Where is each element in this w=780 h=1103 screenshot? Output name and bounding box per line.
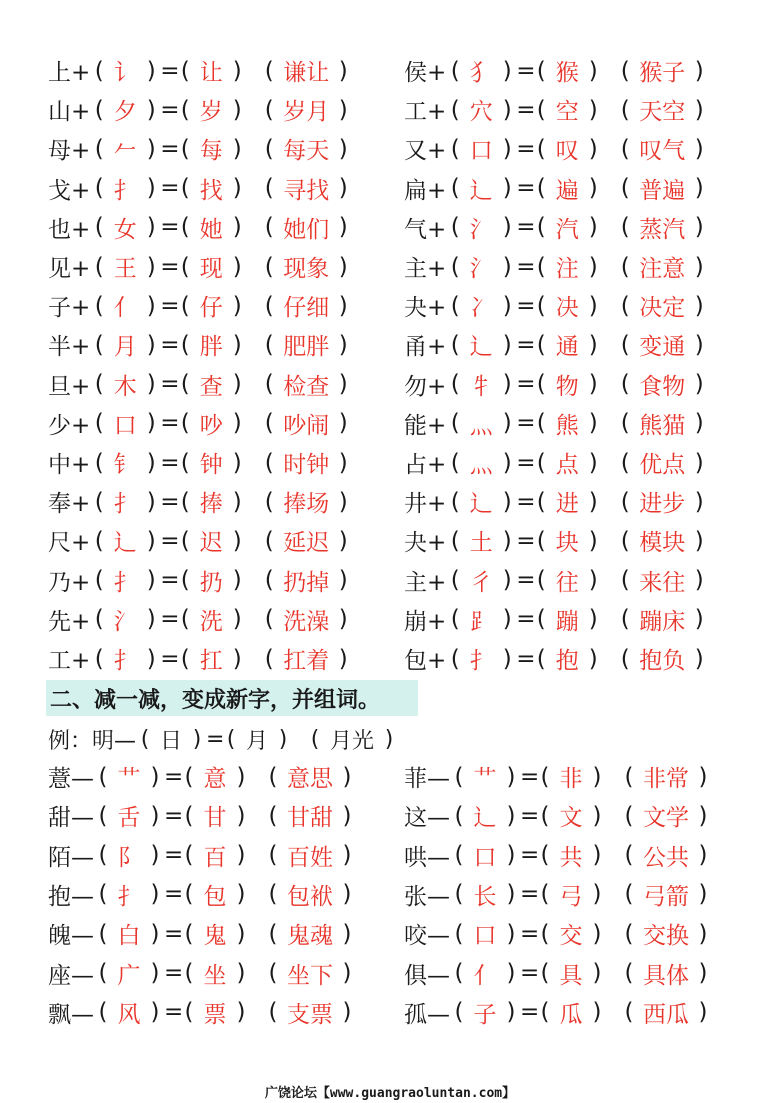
radical-blank: 口 — [473, 923, 497, 950]
exercise-item: 甜— ( 舌 ) = ( 甘 ) ( 甘甜 ) — [48, 796, 356, 835]
word-blank: 扔掉 — [283, 569, 330, 596]
radical-blank: 牜 — [469, 373, 493, 400]
base-char: 工+ — [404, 99, 447, 126]
new-char-blank: 熊 — [555, 412, 579, 439]
word-blank: 延迟 — [283, 530, 330, 557]
radical-blank: 辶 — [469, 491, 493, 518]
new-char-blank: 百 — [203, 844, 227, 871]
base-char: 俱— — [404, 962, 450, 989]
base-char: 工+ — [48, 648, 91, 674]
exercise-item: 崩+ ( ⻊ ) = ( 蹦 ) ( 蹦床 ) — [404, 600, 708, 639]
exercise-item: 主+ ( 彳 ) = ( 往 ) ( 来往 ) — [404, 561, 708, 600]
radical-blank: 月 — [113, 334, 137, 361]
base-char: 咬— — [404, 923, 450, 950]
example-row: 例： 明— ( 日 ) = ( 月 ) ( 月光 ) — [48, 720, 398, 758]
new-char-blank: 弓 — [559, 883, 583, 910]
base-char: 也+ — [48, 216, 91, 243]
new-char-blank: 仔 — [199, 295, 223, 322]
radical-blank: 辶 — [113, 530, 137, 557]
exercise-item: 菲— ( 艹 ) = ( 非 ) ( 非常 ) — [404, 757, 712, 796]
exercise-item: 先+ ( 氵 ) = ( 洗 ) ( 洗澡 ) — [48, 600, 352, 639]
radical-blank: 穴 — [469, 99, 493, 126]
word-blank: 甘甜 — [287, 805, 333, 832]
word-blank: 扛着 — [283, 648, 330, 674]
word-blank: 熊猫 — [639, 412, 686, 439]
new-char-blank: 决 — [555, 295, 579, 322]
exercise-item: 乃+ ( 扌 ) = ( 扔 ) ( 扔掉 ) — [48, 561, 352, 600]
word-blank: 普遍 — [639, 177, 686, 204]
exercise-item: 又+ ( 口 ) = ( 叹 ) ( 叹气 ) — [404, 129, 708, 168]
word-blank: 具体 — [643, 962, 689, 989]
base-char: 主+ — [404, 256, 447, 282]
base-char: 占+ — [404, 452, 447, 478]
word-blank: 变通 — [639, 334, 686, 361]
base-char: 戈+ — [48, 177, 91, 204]
word-blank: 吵闹 — [283, 412, 330, 439]
exercise-item: 占+ ( 灬 ) = ( 点 ) ( 优点 ) — [404, 443, 708, 482]
new-char-blank: 鬼 — [203, 923, 227, 950]
new-char-blank: 空 — [555, 99, 579, 126]
new-char-blank: 具 — [559, 962, 583, 989]
radical-blank: 扌 — [113, 177, 137, 204]
exercise-item: 包+ ( 扌 ) = ( 抱 ) ( 抱负 ) — [404, 639, 708, 678]
radical-blank: 口 — [469, 138, 493, 165]
word-blank: 公共 — [643, 844, 689, 871]
radical-blank: 扌 — [117, 883, 141, 910]
word-blank: 捧场 — [283, 491, 330, 518]
word-blank: 交换 — [643, 923, 689, 950]
exercise-item: 中+ ( 钅 ) = ( 钟 ) ( 时钟 ) — [48, 443, 352, 482]
exercise-item: 戈+ ( 扌 ) = ( 找 ) ( 寻找 ) — [48, 169, 352, 208]
base-char: 半+ — [48, 334, 91, 361]
new-char-blank: 物 — [555, 373, 579, 400]
new-char-blank: 查 — [199, 373, 223, 400]
word-blank: 优点 — [639, 452, 686, 478]
exercise-item: 奉+ ( 扌 ) = ( 捧 ) ( 捧场 ) — [48, 482, 352, 521]
exercise-item: 俱— ( 亻 ) = ( 具 ) ( 具体 ) — [404, 954, 712, 993]
word-blank: 决定 — [639, 295, 686, 322]
exercise-item: 也+ ( 女 ) = ( 她 ) ( 她们 ) — [48, 208, 352, 247]
radical-blank: 彳 — [469, 569, 493, 596]
radical-blank: 灬 — [469, 412, 493, 439]
radical-blank: 口 — [113, 412, 137, 439]
new-char-blank: 票 — [203, 1001, 227, 1028]
base-char: 甬+ — [404, 334, 447, 361]
radical-blank: 冫 — [469, 295, 493, 322]
base-char: 侯+ — [404, 60, 447, 86]
word-blank: 抱负 — [639, 648, 686, 674]
exercise-item: 夬+ ( 冫 ) = ( 决 ) ( 决定 ) — [404, 286, 708, 325]
new-char-blank: 坐 — [203, 962, 227, 989]
base-char: 子+ — [48, 295, 91, 322]
exercise-item: 见+ ( 王 ) = ( 现 ) ( 现象 ) — [48, 247, 352, 286]
exercise-item: 工+ ( 穴 ) = ( 空 ) ( 天空 ) — [404, 90, 708, 129]
example-char: 月 — [246, 728, 269, 754]
new-char-blank: 甘 — [203, 805, 227, 832]
radical-blank: 辶 — [473, 805, 497, 832]
exercise-item: 山+ ( 夕 ) = ( 岁 ) ( 岁月 ) — [48, 90, 352, 129]
new-char-blank: 找 — [199, 177, 223, 204]
section-title: 二、减一减，变成新字，并组词。 — [50, 687, 381, 713]
exercise-item: 气+ ( 氵 ) = ( 汽 ) ( 蒸汽 ) — [404, 208, 708, 247]
new-char-blank: 往 — [555, 569, 579, 596]
radical-blank: 亻 — [113, 295, 137, 322]
base-char: 先+ — [48, 608, 91, 635]
word-blank: 叹气 — [639, 138, 686, 165]
exercise-item: 这— ( 辶 ) = ( 文 ) ( 文学 ) — [404, 796, 712, 835]
base-char: 上+ — [48, 60, 91, 86]
exercise-item: 抱— ( 扌 ) = ( 包 ) ( 包袱 ) — [48, 875, 356, 914]
new-char-blank: 扔 — [199, 569, 223, 596]
word-blank: 进步 — [639, 491, 686, 518]
base-char: 扁+ — [404, 177, 447, 204]
base-char: 乃+ — [48, 569, 91, 596]
word-blank: 仔细 — [283, 295, 330, 322]
base-char: 见+ — [48, 256, 91, 282]
new-char-blank: 捧 — [199, 491, 223, 518]
exercise-item: 扁+ ( 辶 ) = ( 遍 ) ( 普遍 ) — [404, 169, 708, 208]
radical-blank: 木 — [113, 373, 137, 400]
word-blank: 意思 — [287, 766, 333, 792]
word-blank: 时钟 — [283, 452, 330, 478]
new-char-blank: 文 — [559, 805, 583, 832]
radical-blank: 氵 — [469, 256, 493, 282]
new-char-blank: 进 — [555, 491, 579, 518]
base-char: 主+ — [404, 569, 447, 596]
new-char-blank: 包 — [203, 883, 227, 910]
radical-blank: 辶 — [469, 177, 493, 204]
example-part: 日 — [160, 728, 183, 754]
word-blank: 坐下 — [287, 962, 333, 989]
new-char-blank: 共 — [559, 844, 583, 871]
new-char-blank: 瓜 — [559, 1001, 583, 1028]
radical-blank: 艹 — [473, 766, 497, 792]
radical-blank: 讠 — [113, 60, 137, 86]
base-char: 夬+ — [404, 295, 447, 322]
example-word: 月光 — [330, 728, 375, 754]
exercise-item: 咬— ( 口 ) = ( 交 ) ( 交换 ) — [404, 914, 712, 953]
word-blank: 文学 — [643, 805, 689, 832]
radical-blank: 风 — [117, 1001, 141, 1028]
word-blank: 弓箭 — [643, 883, 689, 910]
radical-blank: 女 — [113, 216, 137, 243]
word-blank: 注意 — [639, 256, 686, 282]
exercise-item: 飘— ( 风 ) = ( 票 ) ( 支票 ) — [48, 993, 356, 1032]
word-blank: 鬼魂 — [287, 923, 333, 950]
radical-blank: 灬 — [469, 452, 493, 478]
word-blank: 支票 — [287, 1001, 333, 1028]
new-char-blank: 猴 — [555, 60, 579, 86]
base-char: 母+ — [48, 138, 91, 165]
base-char: 薏— — [48, 766, 94, 792]
exercise-item: 井+ ( 辶 ) = ( 进 ) ( 进步 ) — [404, 482, 708, 521]
new-char-blank: 遍 — [555, 177, 579, 204]
radical-blank: 夕 — [113, 99, 137, 126]
new-char-blank: 通 — [555, 334, 579, 361]
exercise-item: 勿+ ( 牜 ) = ( 物 ) ( 食物 ) — [404, 365, 708, 404]
base-char: 魄— — [48, 923, 94, 950]
radical-blank: 亻 — [473, 962, 497, 989]
exercise-item: 魄— ( 白 ) = ( 鬼 ) ( 鬼魂 ) — [48, 914, 356, 953]
new-char-blank: 迟 — [199, 530, 223, 557]
exercise-item: 半+ ( 月 ) = ( 胖 ) ( 肥胖 ) — [48, 325, 352, 364]
exercise-item: 孤— ( 子 ) = ( 瓜 ) ( 西瓜 ) — [404, 993, 712, 1032]
new-char-blank: 交 — [559, 923, 583, 950]
base-char: 勿+ — [404, 373, 447, 400]
base-char: 菲— — [404, 766, 450, 792]
word-blank: 蒸汽 — [639, 216, 686, 243]
radical-blank: 扌 — [469, 648, 493, 674]
new-char-blank: 钟 — [199, 452, 223, 478]
radical-blank: 钅 — [113, 452, 137, 478]
new-char-blank: 蹦 — [555, 608, 579, 635]
radical-blank: 白 — [117, 923, 141, 950]
exercise-item: 少+ ( 口 ) = ( 吵 ) ( 吵闹 ) — [48, 404, 352, 443]
exercise-item: 上+ ( 讠 ) = ( 让 ) ( 谦让 ) — [48, 51, 352, 90]
word-blank: 来往 — [639, 569, 686, 596]
radical-blank: ⻊ — [469, 608, 493, 635]
new-char-blank: 洗 — [199, 608, 223, 635]
radical-blank: 广 — [117, 962, 141, 989]
radical-blank: 辶 — [469, 334, 493, 361]
new-char-blank: 意 — [203, 766, 227, 792]
new-char-blank: 让 — [199, 60, 223, 86]
new-char-blank: 她 — [199, 216, 223, 243]
exercise-item: 母+ ( 𠂉 ) = ( 每 ) ( 每天 ) — [48, 129, 352, 168]
new-char-blank: 胖 — [199, 334, 223, 361]
radical-blank: 扌 — [113, 569, 137, 596]
base-char: 少+ — [48, 412, 91, 439]
word-blank: 非常 — [643, 766, 689, 792]
base-char: 尺+ — [48, 530, 91, 557]
example-label: 例： — [48, 728, 93, 754]
exercise-item: 工+ ( 扌 ) = ( 扛 ) ( 扛着 ) — [48, 639, 352, 678]
word-blank: 西瓜 — [643, 1001, 689, 1028]
exercise-item: 能+ ( 灬 ) = ( 熊 ) ( 熊猫 ) — [404, 404, 708, 443]
base-char: 奉+ — [48, 491, 91, 518]
exercise-item: 哄— ( 口 ) = ( 共 ) ( 公共 ) — [404, 836, 712, 875]
radical-blank: 艹 — [117, 766, 141, 792]
exercise-item: 旦+ ( 木 ) = ( 查 ) ( 检查 ) — [48, 365, 352, 404]
word-blank: 包袱 — [287, 883, 333, 910]
exercise-item: 主+ ( 氵 ) = ( 注 ) ( 注意 ) — [404, 247, 708, 286]
word-blank: 谦让 — [283, 60, 330, 86]
exercise-item: 陌— ( 阝 ) = ( 百 ) ( 百姓 ) — [48, 836, 356, 875]
word-blank: 百姓 — [287, 844, 333, 871]
new-char-blank: 注 — [555, 256, 579, 282]
base-char: 飘— — [48, 1001, 94, 1028]
radical-blank: 𠂉 — [113, 138, 137, 165]
exercise-item: 子+ ( 亻 ) = ( 仔 ) ( 仔细 ) — [48, 286, 352, 325]
base-char: 井+ — [404, 491, 447, 518]
new-char-blank: 抱 — [555, 648, 579, 674]
exercise-item: 侯+ ( 犭 ) = ( 猴 ) ( 猴子 ) — [404, 51, 708, 90]
base-char: 能+ — [404, 412, 447, 439]
base-char: 包+ — [404, 648, 447, 674]
new-char-blank: 非 — [559, 766, 583, 792]
radical-blank: 口 — [473, 844, 497, 871]
base-char: 气+ — [404, 216, 447, 243]
base-char: 旦+ — [48, 373, 91, 400]
base-char: 座— — [48, 962, 94, 989]
radical-blank: 氵 — [113, 608, 137, 635]
section-heading — [46, 680, 418, 716]
word-blank: 猴子 — [639, 60, 686, 86]
radical-blank: 舌 — [117, 805, 141, 832]
new-char-blank: 现 — [199, 256, 223, 282]
word-blank: 每天 — [283, 138, 330, 165]
radical-blank: 犭 — [469, 60, 493, 86]
radical-blank: 土 — [469, 530, 493, 557]
example-base: 明— — [92, 728, 137, 754]
word-blank: 天空 — [639, 99, 686, 126]
radical-blank: 扌 — [113, 491, 137, 518]
base-char: 崩+ — [404, 608, 447, 635]
base-char: 山+ — [48, 99, 91, 126]
base-char: 这— — [404, 805, 450, 832]
new-char-blank: 点 — [555, 452, 579, 478]
word-blank: 肥胖 — [283, 334, 330, 361]
word-blank: 模块 — [639, 530, 686, 557]
exercise-item: 尺+ ( 辶 ) = ( 迟 ) ( 延迟 ) — [48, 521, 352, 560]
new-char-blank: 吵 — [199, 412, 223, 439]
base-char: 哄— — [404, 844, 450, 871]
base-char: 孤— — [404, 1001, 450, 1028]
base-char: 又+ — [404, 138, 447, 165]
word-blank: 食物 — [639, 373, 686, 400]
exercise-item: 薏— ( 艹 ) = ( 意 ) ( 意思 ) — [48, 757, 356, 796]
exercise-item: 夬+ ( 土 ) = ( 块 ) ( 模块 ) — [404, 521, 708, 560]
radical-blank: 王 — [113, 256, 137, 282]
base-char: 陌— — [48, 844, 94, 871]
new-char-blank: 汽 — [555, 216, 579, 243]
footer-credit: 广饶论坛【www.guangraoluntan.com】 — [264, 1086, 516, 1101]
exercise-item: 座— ( 广 ) = ( 坐 ) ( 坐下 ) — [48, 954, 356, 993]
radical-blank: 氵 — [469, 216, 493, 243]
base-char: 夬+ — [404, 530, 447, 557]
radical-blank: 阝 — [117, 844, 141, 871]
radical-blank: 子 — [473, 1001, 497, 1028]
exercise-item: 甬+ ( 辶 ) = ( 通 ) ( 变通 ) — [404, 325, 708, 364]
exercise-item: 张— ( 长 ) = ( 弓 ) ( 弓箭 ) — [404, 875, 712, 914]
new-char-blank: 每 — [199, 138, 223, 165]
word-blank: 现象 — [283, 256, 330, 282]
word-blank: 检查 — [283, 373, 330, 400]
word-blank: 寻找 — [283, 177, 330, 204]
word-blank: 洗澡 — [283, 608, 330, 635]
new-char-blank: 叹 — [555, 138, 579, 165]
new-char-blank: 岁 — [199, 99, 223, 126]
word-blank: 蹦床 — [639, 608, 686, 635]
radical-blank: 扌 — [113, 648, 137, 674]
base-char: 甜— — [48, 805, 94, 832]
new-char-blank: 块 — [555, 530, 579, 557]
radical-blank: 长 — [473, 883, 497, 910]
new-char-blank: 扛 — [199, 648, 223, 674]
word-blank: 岁月 — [283, 99, 330, 126]
base-char: 中+ — [48, 452, 91, 478]
word-blank: 她们 — [283, 216, 330, 243]
base-char: 抱— — [48, 883, 94, 910]
base-char: 张— — [404, 883, 450, 910]
